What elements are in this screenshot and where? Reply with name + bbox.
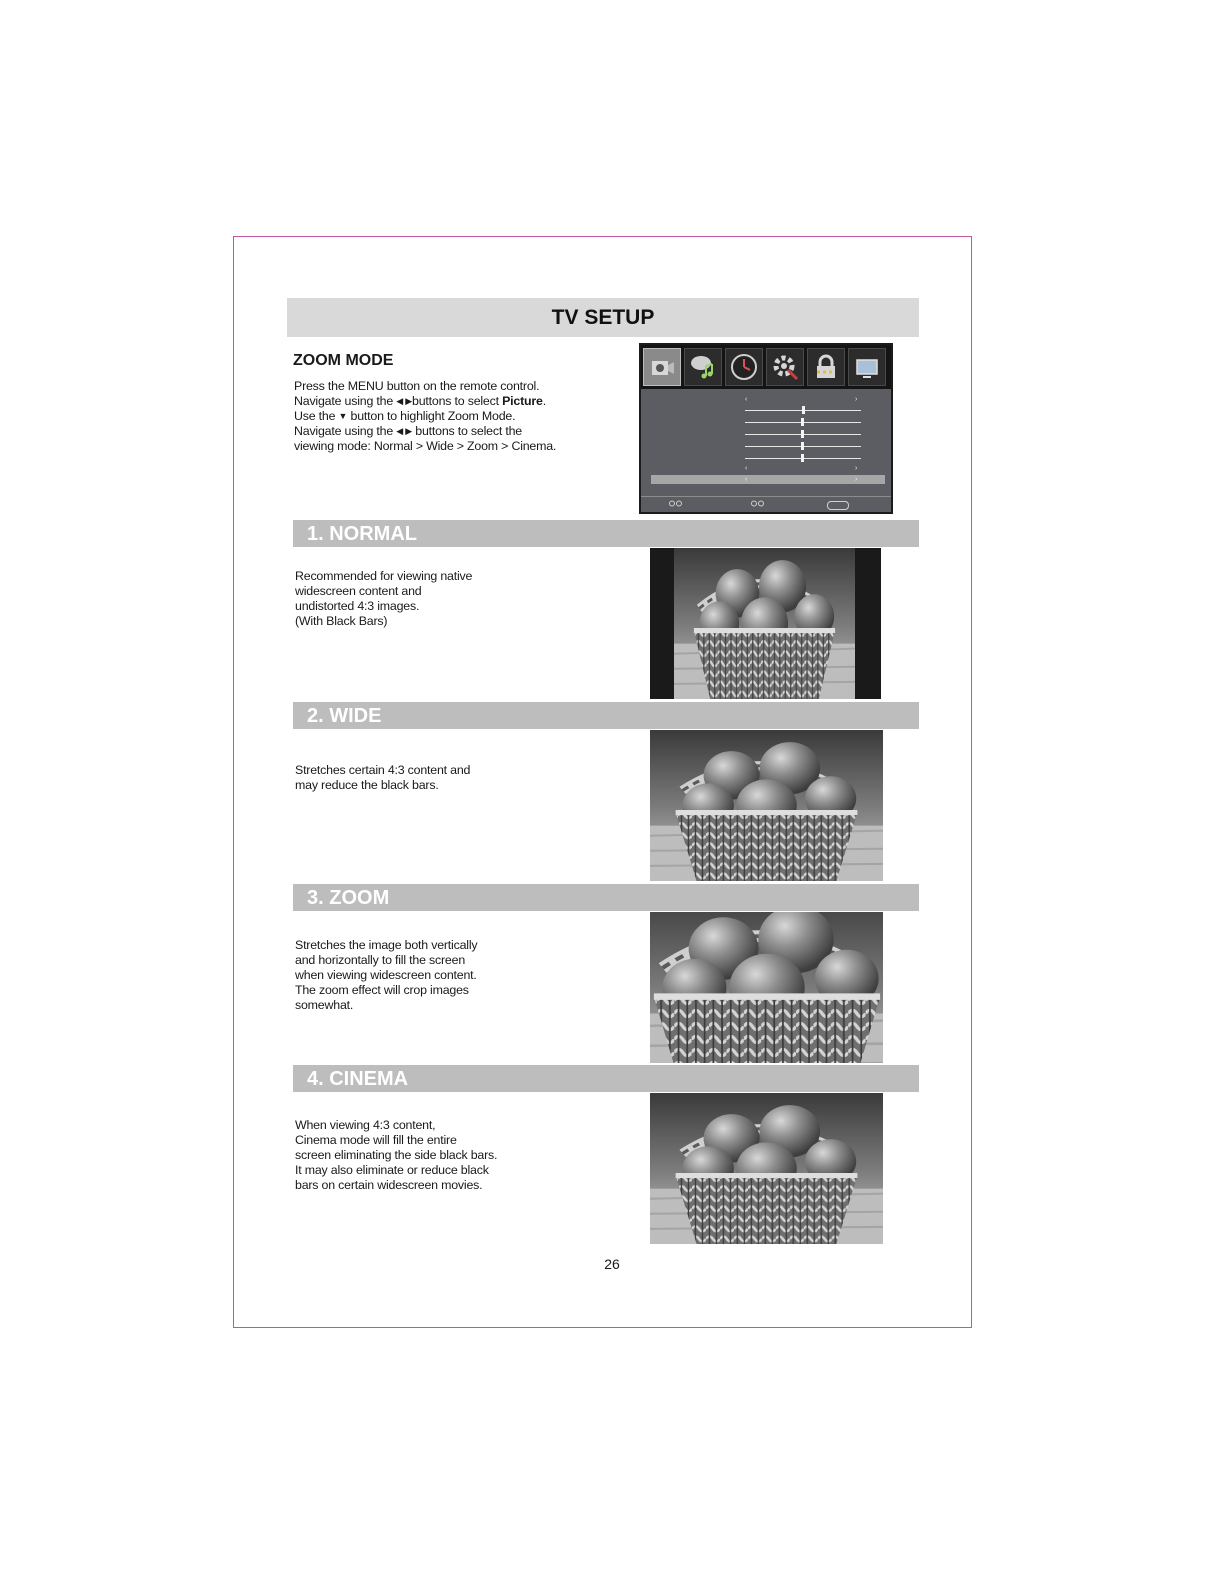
osd-zoom-mode-highlight[interactable] <box>651 475 885 484</box>
osd-exit-hint-icon <box>827 501 849 510</box>
osd-footer-hints <box>641 496 891 513</box>
osd-icon-bar <box>641 345 891 389</box>
description-line: somewhat. <box>295 998 354 1012</box>
picture-icon[interactable] <box>643 348 681 386</box>
instruction-line-2 <box>294 394 634 409</box>
osd-slider[interactable] <box>745 432 861 438</box>
osd-right-arrow-icon: › <box>855 465 858 472</box>
osd-slider[interactable] <box>745 420 861 426</box>
normal-mode-example-image <box>650 548 881 699</box>
sound-icon[interactable] <box>684 348 722 386</box>
osd-slider[interactable] <box>745 456 861 462</box>
zoom-mode-example-image <box>650 912 883 1063</box>
osd-slider[interactable] <box>745 408 861 414</box>
zoom-mode-instructions <box>294 379 634 454</box>
section-zoom-title: 3. ZOOM <box>293 884 919 911</box>
osd-slider[interactable] <box>745 444 861 450</box>
instruction-text: Use the <box>294 409 339 423</box>
osd-right-arrow-icon: › <box>855 476 858 483</box>
picture-keyword: Picture <box>502 394 543 408</box>
lock-icon[interactable] <box>807 348 845 386</box>
channel-icon[interactable] <box>848 348 886 386</box>
clock-icon[interactable] <box>725 348 763 386</box>
osd-navigate-hint-icon <box>669 500 683 507</box>
osd-left-arrow-icon: ‹ <box>745 465 748 472</box>
wide-mode-example-image <box>650 730 883 881</box>
instruction-line-5: viewing mode: Normal > Wide > Zoom > Cinema. <box>294 439 557 453</box>
section-cinema-title: 4. CINEMA <box>293 1065 919 1092</box>
instruction-text: buttons to select the <box>412 424 522 438</box>
down-arrow-icon: ▼ <box>338 411 348 421</box>
description-line: Recommended for viewing native <box>295 569 473 583</box>
left-right-arrows-icon: ◀ ▶ <box>396 426 413 436</box>
osd-slider-knob[interactable] <box>801 418 804 426</box>
instruction-text: Navigate using the <box>294 424 397 438</box>
description-line: when viewing widescreen content. <box>295 968 477 982</box>
description-line: Stretches certain 4:3 content and <box>295 763 471 777</box>
description-line: Cinema mode will fill the entire <box>295 1133 457 1147</box>
instruction-line-1: Press the MENU button on the remote control. <box>294 379 540 393</box>
description-line: It may also eliminate or reduce black <box>295 1163 489 1177</box>
osd-select-hint-icon <box>751 500 765 507</box>
description-line: widescreen content and <box>295 584 422 598</box>
osd-slider-knob[interactable] <box>801 442 804 450</box>
section-normal-description <box>295 569 555 629</box>
page-title: TV SETUP <box>287 298 919 337</box>
description-line: (With Black Bars) <box>295 614 388 628</box>
page-number: 26 <box>604 1256 620 1272</box>
left-right-arrows-icon: ◀ ▶ <box>396 396 413 406</box>
description-line: and horizontally to fill the screen <box>295 953 466 967</box>
description-line: may reduce the black bars. <box>295 778 439 792</box>
section-cinema-description <box>295 1118 555 1193</box>
instruction-text: . <box>542 394 546 408</box>
section-normal-title: 1. NORMAL <box>293 520 919 547</box>
osd-right-arrow-icon: › <box>855 396 858 403</box>
description-line: When viewing 4:3 content, <box>295 1118 436 1132</box>
description-line: The zoom effect will crop images <box>295 983 469 997</box>
instruction-text: button to highlight Zoom Mode. <box>347 409 516 423</box>
osd-slider-knob[interactable] <box>801 430 804 438</box>
instruction-line-3 <box>294 409 634 424</box>
cinema-mode-example-image <box>650 1093 883 1244</box>
osd-left-arrow-icon: ‹ <box>745 396 748 403</box>
section-wide-title: 2. WIDE <box>293 702 919 729</box>
osd-slider-knob[interactable] <box>801 454 804 462</box>
instruction-line-4 <box>294 424 634 439</box>
instruction-text: buttons to select <box>412 394 503 408</box>
osd-picture-menu <box>639 343 893 514</box>
setup-icon[interactable] <box>766 348 804 386</box>
description-line: bars on certain widescreen movies. <box>295 1178 483 1192</box>
description-line: screen eliminating the side black bars. <box>295 1148 498 1162</box>
section-zoom-description <box>295 938 555 1013</box>
section-wide-description <box>295 763 555 793</box>
osd-left-arrow-icon: ‹ <box>745 476 748 483</box>
description-line: undistorted 4:3 images. <box>295 599 420 613</box>
description-line: Stretches the image both vertically <box>295 938 478 952</box>
zoom-mode-heading: ZOOM MODE <box>293 352 394 369</box>
osd-slider-knob[interactable] <box>802 406 805 414</box>
instruction-text: Navigate using the <box>294 394 397 408</box>
